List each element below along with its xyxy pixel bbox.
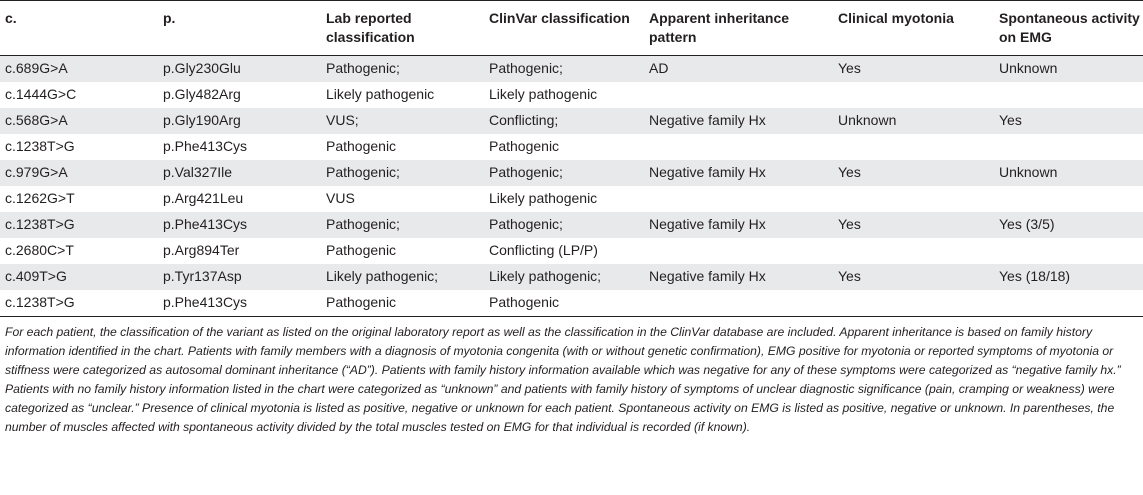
- cell-p: p.Arg894Ter: [163, 238, 326, 264]
- table-row: [0, 186, 1143, 212]
- col-header-c: c.: [0, 1, 163, 56]
- cell-inheritance: Negative family Hx: [649, 212, 838, 238]
- cell-c: c.1238T>G: [0, 290, 163, 317]
- cell-c: c.1262G>T: [0, 186, 163, 212]
- cell-p: p.Arg421Leu: [163, 186, 326, 212]
- cell-c: c.979G>A: [0, 160, 163, 186]
- cell-clinvar-classification: Pathogenic: [489, 134, 649, 160]
- cell-clinical-myotonia: Unknown: [838, 108, 999, 134]
- cell-clinvar-classification: Likely pathogenic: [489, 186, 649, 212]
- cell-lab-classification: VUS: [326, 186, 489, 212]
- cell-lab-classification: Pathogenic: [326, 134, 489, 160]
- cell-inheritance: [649, 82, 838, 108]
- cell-clinical-myotonia: Yes: [838, 56, 999, 83]
- cell-clinvar-classification: Likely pathogenic: [489, 82, 649, 108]
- cell-c: c.2680C>T: [0, 238, 163, 264]
- cell-clinical-myotonia: [838, 290, 999, 317]
- header-row: [0, 1, 1143, 56]
- cell-p: p.Phe413Cys: [163, 290, 326, 317]
- cell-clinvar-classification: Pathogenic;: [489, 160, 649, 186]
- cell-inheritance: [649, 186, 838, 212]
- cell-inheritance: [649, 238, 838, 264]
- cell-clinvar-classification: Conflicting (LP/P): [489, 238, 649, 264]
- cell-clinical-myotonia: Yes: [838, 264, 999, 290]
- cell-c: c.1238T>G: [0, 212, 163, 238]
- cell-inheritance: Negative family Hx: [649, 264, 838, 290]
- cell-clinvar-classification: Pathogenic;: [489, 56, 649, 83]
- cell-inheritance: [649, 290, 838, 317]
- cell-clinical-myotonia: [838, 134, 999, 160]
- table-body: [0, 56, 1143, 317]
- col-header-emg-activity: Spontaneous activity on EMG: [999, 1, 1143, 56]
- cell-clinical-myotonia: [838, 238, 999, 264]
- cell-p: p.Val327Ile: [163, 160, 326, 186]
- cell-emg-activity: [999, 238, 1143, 264]
- cell-clinical-myotonia: Yes: [838, 160, 999, 186]
- cell-clinical-myotonia: [838, 82, 999, 108]
- table-row: [0, 108, 1143, 134]
- cell-c: c.1444G>C: [0, 82, 163, 108]
- cell-c: c.1238T>G: [0, 134, 163, 160]
- cell-inheritance: [649, 134, 838, 160]
- cell-lab-classification: Likely pathogenic;: [326, 264, 489, 290]
- cell-emg-activity: [999, 134, 1143, 160]
- cell-emg-activity: [999, 82, 1143, 108]
- cell-inheritance: Negative family Hx: [649, 160, 838, 186]
- table-row: [0, 290, 1143, 317]
- cell-lab-classification: Pathogenic;: [326, 160, 489, 186]
- cell-inheritance: Negative family Hx: [649, 108, 838, 134]
- col-header-p: p.: [163, 1, 326, 56]
- col-header-clinvar-classification: ClinVar classification: [489, 1, 649, 56]
- cell-clinical-myotonia: Yes: [838, 212, 999, 238]
- col-header-inheritance: Apparent inheritance pattern: [649, 1, 838, 56]
- cell-emg-activity: Unknown: [999, 56, 1143, 83]
- cell-lab-classification: Pathogenic;: [326, 212, 489, 238]
- cell-inheritance: AD: [649, 56, 838, 83]
- table-row: [0, 264, 1143, 290]
- cell-p: p.Gly190Arg: [163, 108, 326, 134]
- table-row: [0, 238, 1143, 264]
- col-header-clinical-myotonia: Clinical myotonia: [838, 1, 999, 56]
- cell-emg-activity: [999, 290, 1143, 317]
- cell-p: p.Gly230Glu: [163, 56, 326, 83]
- cell-emg-activity: Unknown: [999, 160, 1143, 186]
- cell-p: p.Tyr137Asp: [163, 264, 326, 290]
- table-row: [0, 56, 1143, 83]
- cell-lab-classification: Pathogenic: [326, 238, 489, 264]
- cell-lab-classification: Pathogenic;: [326, 56, 489, 83]
- cell-clinvar-classification: Likely pathogenic;: [489, 264, 649, 290]
- cell-emg-activity: Yes (18/18): [999, 264, 1143, 290]
- col-header-lab-classification: Lab reported classification: [326, 1, 489, 56]
- table-row: [0, 134, 1143, 160]
- cell-p: p.Gly482Arg: [163, 82, 326, 108]
- cell-lab-classification: VUS;: [326, 108, 489, 134]
- cell-c: c.568G>A: [0, 108, 163, 134]
- cell-emg-activity: [999, 186, 1143, 212]
- cell-c: c.409T>G: [0, 264, 163, 290]
- table-footnote: For each patient, the classification of the variant as listed on the original laboratory report as well as the classification in the ClinVar database are included. Apparent inheritance is based on family history information identified in the chart. Patients with family members with a diagnosis of myotonia congenita (with or without genetic confirmation), EMG positive for myotonia or reported symptoms of myotonia or stiffness were categorized as autosomal dominant inheritance (“AD”). Patients with family history information available which was negative for any of these symptoms were categorized as “negative family hx.” Patients with no family history information listed in the chart were categorized as “unknown” and patients with family history of symptoms of unclear diagnostic significance (pain, cramping or weakness) were categorized as “unclear.” Presence of clinical myotonia is listed as positive, negative or unknown for each patient. Spontaneous activity on EMG is listed as positive, negative or unknown. In parentheses, the number of muscles affected with spontaneous activity divided by the total muscles tested on EMG for that individual is recorded (if known).: [5, 325, 1121, 435]
- cell-lab-classification: Likely pathogenic: [326, 82, 489, 108]
- table-row: [0, 212, 1143, 238]
- cell-clinvar-classification: Conflicting;: [489, 108, 649, 134]
- cell-c: c.689G>A: [0, 56, 163, 83]
- cell-clinvar-classification: Pathogenic: [489, 290, 649, 317]
- table-row: [0, 82, 1143, 108]
- cell-lab-classification: Pathogenic: [326, 290, 489, 317]
- cell-p: p.Phe413Cys: [163, 212, 326, 238]
- cell-clinvar-classification: Pathogenic;: [489, 212, 649, 238]
- cell-emg-activity: Yes (3/5): [999, 212, 1143, 238]
- table-row: [0, 160, 1143, 186]
- cell-clinical-myotonia: [838, 186, 999, 212]
- cell-emg-activity: Yes: [999, 108, 1143, 134]
- cell-p: p.Phe413Cys: [163, 134, 326, 160]
